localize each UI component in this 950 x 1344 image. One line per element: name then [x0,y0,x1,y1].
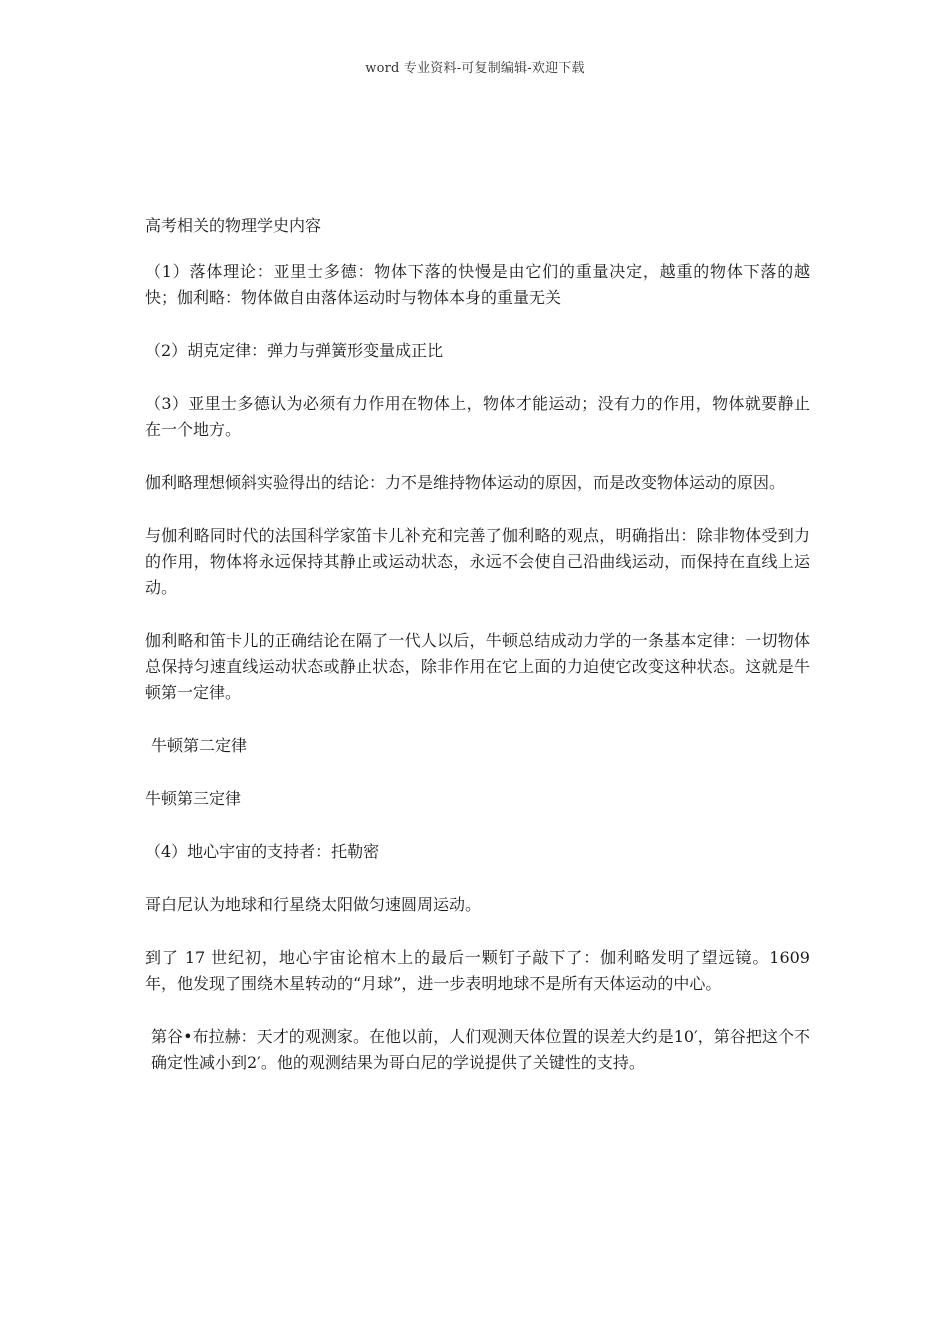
paragraph-newton-third-law: 牛顿第三定律 [145,789,242,808]
document-body [145,213,810,1076]
paragraph-galileo-incline: 伽利略理想倾斜实验得出的结论：力不是维持物体运动的原因，而是改变物体运动的原因。 [145,473,786,492]
paragraph-falling-theory: （1）落体理论：亚里士多德：物体下落的快慢是由它们的重量决定，越重的物体下落的越快；伽利略：物体做自由落体运动时与物体本身的重量无关 [145,262,810,307]
paragraph-telescope: 到了 17 世纪初，地心宇宙论棺木上的最后一颗钉子敲下了：伽利略发明了望远镜。1609 年，他发现了围绕木星转动的“月球”，进一步表明地球不是所有天体运动的中心。 [145,948,810,993]
paragraph-newton-first-law: 伽利略和笛卡儿的正确结论在隔了一代人以后，牛顿总结成动力学的一条基本定律：一切物体总保持匀速直线运动状态或静止状态，除非作用在它上面的力迫使它改变这种状态。这就是牛顿第一定律。 [145,631,810,702]
document-title: 高考相关的物理学史内容 [145,216,322,235]
page-header: word 专业资料-可复制编辑-欢迎下载 [365,61,585,76]
paragraph-hooke-law: （2）胡克定律：弹力与弹簧形变量成正比 [145,341,444,360]
paragraph-descartes: 与伽利略同时代的法国科学家笛卡儿补充和完善了伽利略的观点，明确指出：除非物体受到力的作用，物体将永远保持其静止或运动状态，永远不会使自己沿曲线运动，而保持在直线上运动。 [145,526,810,597]
paragraph-tycho-brahe: 第谷•布拉赫：天才的观测家。在他以前，人们观测天体位置的误差大约是10′，第谷把这个不确定性减小到2′。他的观测结果为哥白尼的学说提供了关键性的支持。 [151,1027,810,1072]
paragraph-geocentric: （4）地心宇宙的支持者：托勒密 [145,842,380,861]
paragraph-copernicus: 哥白尼认为地球和行星绕太阳做匀速圆周运动。 [145,895,482,914]
paragraph-newton-second-law: 牛顿第二定律 [151,736,248,755]
paragraph-aristotle-force: （3）亚里士多德认为必须有力作用在物体上，物体才能运动；没有力的作用，物体就要静止在一个地方。 [145,394,810,439]
